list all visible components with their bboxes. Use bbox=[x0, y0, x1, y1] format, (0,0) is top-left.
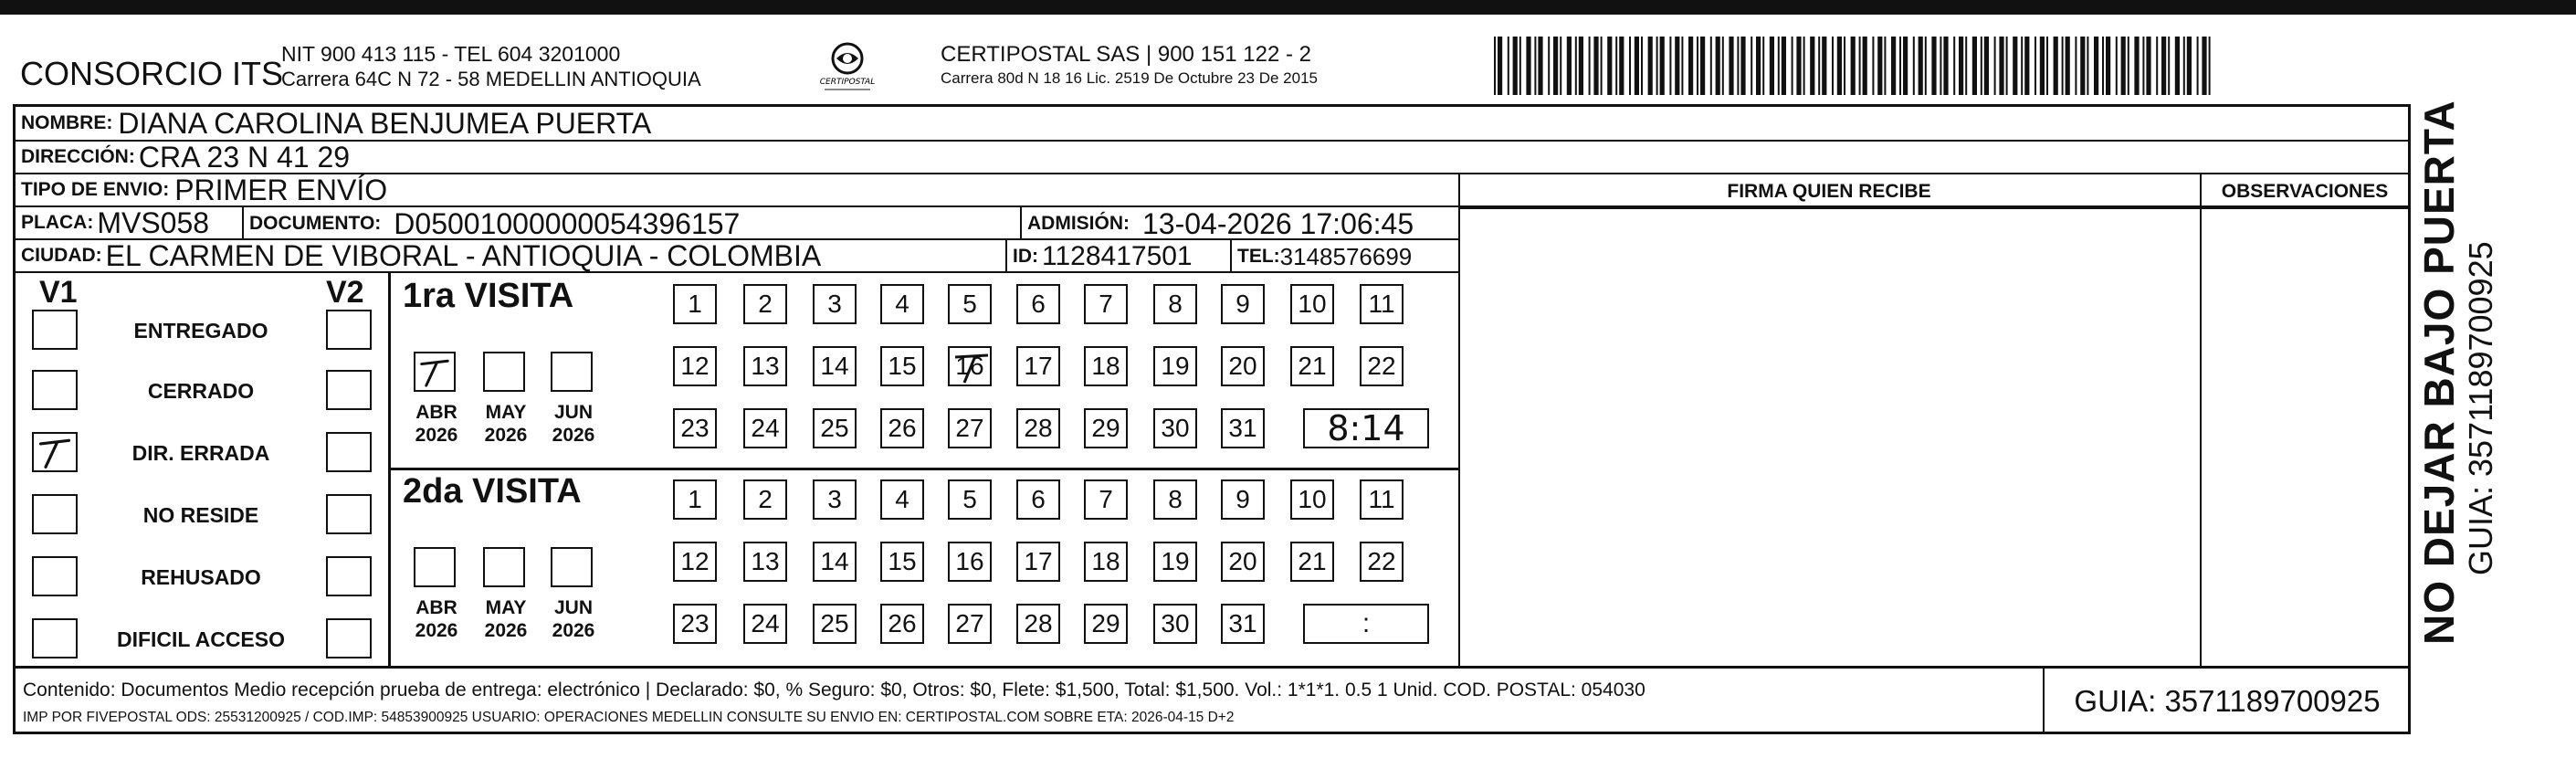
status-option-label: DIR. ERRADA bbox=[131, 441, 270, 465]
barcode-bar bbox=[1593, 37, 1598, 95]
day-box[interactable]: 7 bbox=[1084, 284, 1128, 324]
barcode-bar bbox=[1697, 37, 1698, 95]
v1-checkbox[interactable] bbox=[32, 494, 78, 534]
placa-value: MVS058 bbox=[97, 205, 210, 239]
tipo-label: TIPO DE ENVIO: bbox=[21, 179, 170, 200]
day-box[interactable]: 23 bbox=[673, 408, 717, 448]
day-box[interactable]: 26 bbox=[880, 604, 924, 644]
day-box[interactable]: 10 bbox=[1290, 284, 1334, 324]
barcode-bar bbox=[1891, 37, 1896, 95]
day-box[interactable]: 17 bbox=[1016, 346, 1060, 386]
barcode-bar bbox=[2080, 37, 2085, 95]
barcode-bar bbox=[1681, 37, 1683, 95]
day-box[interactable]: 7 bbox=[1084, 479, 1128, 520]
barcode-bar bbox=[2134, 37, 2139, 95]
barcode-bar bbox=[2175, 37, 2180, 95]
month-checkbox[interactable] bbox=[551, 352, 593, 392]
barcode-bar bbox=[1534, 37, 1536, 95]
barcode-bar bbox=[1567, 37, 1572, 95]
barcode-bar bbox=[1669, 37, 1671, 95]
barcode-bar bbox=[1648, 37, 1653, 95]
barcode-bar bbox=[1965, 37, 1967, 95]
day-box[interactable]: 19 bbox=[1153, 346, 1197, 386]
barcode-bar bbox=[1792, 37, 1793, 95]
day-box[interactable]: 29 bbox=[1084, 408, 1128, 448]
barcode-bar bbox=[2128, 37, 2129, 95]
footer-guia: GUIA: 3571189700925 bbox=[2074, 684, 2381, 718]
documento-value: D05001000000054396157 bbox=[394, 207, 741, 240]
barcode-bar bbox=[2161, 37, 2166, 95]
day-box[interactable]: 18 bbox=[1084, 346, 1128, 386]
day-box[interactable]: 14 bbox=[813, 346, 857, 386]
month-checkbox[interactable] bbox=[483, 352, 525, 392]
certipostal-logo bbox=[817, 38, 878, 93]
barcode-bar bbox=[1641, 37, 1643, 95]
firma-area[interactable] bbox=[1462, 211, 2196, 664]
day-box[interactable]: 11 bbox=[1360, 479, 1404, 520]
day-box[interactable]: 25 bbox=[813, 408, 857, 448]
day-box[interactable]: 1 bbox=[673, 284, 717, 324]
day-box[interactable]: 31 bbox=[1221, 604, 1265, 644]
header bbox=[0, 15, 2576, 104]
barcode-bar bbox=[2021, 37, 2023, 95]
v1-label: V1 bbox=[39, 275, 78, 310]
company-address: Carrera 64C N 72 - 58 MEDELLIN ANTIOQUIA bbox=[281, 68, 701, 90]
admision-label: ADMISIÓN: bbox=[1027, 213, 1130, 234]
carrier-address: Carrera 80d N 18 16 Lic. 2519 De Octubre 23 De 2015 bbox=[941, 69, 1318, 87]
barcode-bar bbox=[1579, 37, 1583, 95]
v2-checkbox[interactable] bbox=[326, 310, 372, 350]
placa-label: PLACA: bbox=[21, 212, 94, 233]
v2-checkbox[interactable] bbox=[326, 494, 372, 534]
barcode-bar bbox=[1984, 37, 1989, 95]
barcode-bar bbox=[1615, 37, 1617, 95]
barcode-bar bbox=[1619, 37, 1624, 95]
observaciones-area[interactable] bbox=[2203, 211, 2406, 664]
month-label: ABR 2026 bbox=[415, 597, 458, 641]
company-nit: NIT 900 413 115 - TEL 604 3201000 bbox=[281, 42, 621, 66]
barcode-bar bbox=[1737, 37, 1739, 95]
v2-checkbox[interactable] bbox=[326, 370, 372, 410]
barcode bbox=[1494, 37, 2220, 95]
v1-checkbox[interactable] bbox=[32, 556, 78, 596]
firma-label: FIRMA QUIEN RECIBE bbox=[1727, 181, 1931, 202]
footer-contenido: Contenido: Documentos Medio recepción prueba de entrega: electrónico | Declarado: $0, % Seguro: $0, Otros: $0, Flete: $1,500, Total: $1,500. Vol.: 1*1*1. 0.5 1 Unid. COD. POSTAL: 054030 bbox=[23, 679, 1645, 701]
barcode-bar bbox=[1770, 37, 1774, 95]
day-box[interactable]: 12 bbox=[673, 542, 717, 582]
barcode-bar bbox=[1981, 37, 1982, 95]
barcode-bar bbox=[1762, 37, 1764, 95]
v1-checkbox[interactable] bbox=[32, 432, 78, 472]
day-box[interactable]: 19 bbox=[1153, 542, 1197, 582]
side-warning: NO DEJAR BAJO PUERTA bbox=[2415, 100, 2463, 645]
tipo-value: PRIMER ENVÍO bbox=[174, 173, 388, 206]
day-box[interactable]: 27 bbox=[948, 408, 992, 448]
barcode-bar bbox=[2087, 37, 2088, 95]
footer-impresion: IMP POR FIVEPOSTAL ODS: 25531200925 / COD.IMP: 54853900925 USUARIO: OPERACIONES MEDELLIN CONSULTE SU ENVIO EN: CERTIPOSTAL.COM SOBRE ETA: 2026-04-15 D+2 bbox=[23, 710, 1235, 725]
visit-title: 1ra VISITA bbox=[403, 277, 574, 315]
barcode-bar bbox=[1756, 37, 1761, 95]
day-box[interactable]: 18 bbox=[1084, 542, 1128, 582]
barcode-bar bbox=[1710, 37, 1712, 95]
day-box[interactable]: 21 bbox=[1290, 542, 1334, 582]
day-box[interactable]: 3 bbox=[813, 479, 857, 520]
barcode-bar bbox=[1919, 37, 1923, 95]
ciudad-label: CIUDAD: bbox=[21, 245, 102, 266]
day-box[interactable]: 25 bbox=[813, 604, 857, 644]
barcode-bar bbox=[2156, 37, 2158, 95]
day-box[interactable]: 9 bbox=[1221, 479, 1265, 520]
barcode-bar bbox=[1700, 37, 1705, 95]
barcode-bar bbox=[1635, 37, 1639, 95]
barcode-bar bbox=[2013, 37, 2017, 95]
day-box[interactable]: 15 bbox=[880, 542, 924, 582]
day-box[interactable]: 14 bbox=[813, 542, 857, 582]
day-box[interactable]: 15 bbox=[880, 346, 924, 386]
day-box[interactable]: 5 bbox=[948, 284, 992, 324]
barcode-bar bbox=[1972, 37, 1977, 95]
month-checkbox[interactable] bbox=[551, 547, 593, 587]
tel-field bbox=[1237, 240, 1412, 273]
barcode-bar bbox=[2094, 37, 2098, 95]
day-box[interactable]: 13 bbox=[743, 346, 787, 386]
barcode-bar bbox=[1508, 37, 1509, 95]
direccion-value: CRA 23 N 41 29 bbox=[138, 140, 351, 174]
v2-checkbox[interactable] bbox=[326, 556, 372, 596]
barcode-bar bbox=[1851, 37, 1856, 95]
day-box[interactable]: 27 bbox=[948, 604, 992, 644]
barcode-bar bbox=[1519, 37, 1521, 95]
status-option-label: REHUSADO bbox=[141, 565, 261, 589]
barcode-bar bbox=[1884, 37, 1886, 95]
observaciones-label: OBSERVACIONES bbox=[2221, 181, 2389, 202]
admision-field bbox=[1027, 207, 1414, 240]
day-box[interactable]: 16 bbox=[948, 542, 992, 582]
day-box[interactable]: 26 bbox=[880, 408, 924, 448]
barcode-bar bbox=[2116, 37, 2118, 95]
barcode-bar bbox=[1859, 37, 1861, 95]
barcode-bar bbox=[1716, 37, 1720, 95]
barcode-bar bbox=[2183, 37, 2185, 95]
day-box[interactable]: 13 bbox=[743, 542, 787, 582]
barcode-bar bbox=[1940, 37, 1941, 95]
v2-label: V2 bbox=[326, 275, 364, 310]
barcode-bar bbox=[2168, 37, 2170, 95]
day-box[interactable]: 9 bbox=[1221, 284, 1265, 324]
barcode-bar bbox=[1844, 37, 1845, 95]
barcode-bar bbox=[1553, 37, 1558, 95]
admision-value: 13-04-2026 17:06:45 bbox=[1142, 207, 1414, 240]
day-box[interactable]: 22 bbox=[1360, 542, 1404, 582]
v1-checkbox[interactable] bbox=[32, 370, 78, 410]
time-box[interactable]: : bbox=[1303, 604, 1429, 644]
barcode-bar bbox=[1863, 37, 1867, 95]
day-box[interactable]: 22 bbox=[1360, 346, 1404, 386]
ciudad-value: EL CARMEN DE VIBORAL - ANTIOQUIA - COLOMBIA bbox=[105, 238, 822, 272]
barcode-bar bbox=[2121, 37, 2126, 95]
day-box[interactable]: 6 bbox=[1016, 284, 1060, 324]
barcode-bar bbox=[1560, 37, 1561, 95]
barcode-bar bbox=[1601, 37, 1603, 95]
day-box[interactable]: 30 bbox=[1153, 408, 1197, 448]
check-mark-icon bbox=[34, 434, 76, 470]
barcode-bar bbox=[1837, 37, 1842, 95]
status-option-label: NO RESIDE bbox=[142, 503, 259, 527]
v2-checkbox[interactable] bbox=[326, 618, 372, 658]
barcode-bar bbox=[1877, 37, 1882, 95]
day-box[interactable]: 6 bbox=[1016, 479, 1060, 520]
barcode-bar bbox=[1953, 37, 1955, 95]
day-box[interactable]: 8 bbox=[1153, 479, 1197, 520]
day-box[interactable]: 20 bbox=[1221, 346, 1265, 386]
barcode-bar bbox=[1740, 37, 1745, 95]
day-box[interactable]: 16 bbox=[948, 346, 992, 386]
month-label: MAY 2026 bbox=[484, 402, 528, 446]
barcode-bar bbox=[2142, 37, 2144, 95]
barcode-bar bbox=[1872, 37, 1874, 95]
barcode-bar bbox=[1675, 37, 1679, 95]
status-option-label: DIFICIL ACCESO bbox=[116, 627, 285, 651]
barcode-bar bbox=[1607, 37, 1612, 95]
barcode-bar bbox=[1656, 37, 1658, 95]
day-box[interactable]: 4 bbox=[880, 479, 924, 520]
check-mark-icon bbox=[415, 353, 454, 390]
barcode-bar bbox=[1513, 37, 1518, 95]
id-label: ID: bbox=[1013, 246, 1038, 267]
barcode-bar bbox=[1818, 37, 1820, 95]
day-box[interactable]: 30 bbox=[1153, 604, 1197, 644]
barcode-bar bbox=[1660, 37, 1665, 95]
delivery-form bbox=[13, 104, 2411, 734]
tel-value: 3148576699 bbox=[1279, 242, 1413, 270]
day-box[interactable]: 1 bbox=[673, 479, 717, 520]
carrier-name: CERTIPOSTAL SAS | 900 151 122 - 2 bbox=[941, 42, 1311, 67]
barcode-bar bbox=[2066, 37, 2070, 95]
day-box[interactable]: 5 bbox=[948, 479, 992, 520]
barcode-bar bbox=[2197, 37, 2199, 95]
v1-checkbox[interactable] bbox=[32, 310, 78, 350]
day-box[interactable]: 21 bbox=[1290, 346, 1334, 386]
barcode-bar bbox=[2202, 37, 2206, 95]
v1-checkbox[interactable] bbox=[32, 618, 78, 658]
barcode-bar bbox=[1810, 37, 1814, 95]
day-box[interactable]: 24 bbox=[743, 408, 787, 448]
documento-field bbox=[249, 207, 740, 240]
visit-title: 2da VISITA bbox=[403, 472, 582, 511]
barcode-bar bbox=[2024, 37, 2029, 95]
barcode-bar bbox=[1931, 37, 1936, 95]
barcode-bar bbox=[1803, 37, 1805, 95]
barcode-bar bbox=[1494, 37, 1496, 95]
barcode-bar bbox=[2054, 37, 2058, 95]
day-box[interactable]: 24 bbox=[743, 604, 787, 644]
id-field bbox=[1013, 240, 1193, 273]
day-box[interactable]: 2 bbox=[743, 479, 787, 520]
id-value: 1128417501 bbox=[1042, 241, 1193, 271]
barcode-bar bbox=[1832, 37, 1834, 95]
barcode-bar bbox=[2209, 37, 2211, 95]
barcode-bar bbox=[1722, 37, 1724, 95]
barcode-bar bbox=[1943, 37, 1948, 95]
v2-checkbox[interactable] bbox=[326, 432, 372, 472]
barcode-bar bbox=[2187, 37, 2192, 95]
nombre-value: DIANA CAROLINA BENJUMEA PUERTA bbox=[118, 106, 652, 140]
row-nombre bbox=[16, 107, 2408, 142]
barcode-bar bbox=[1999, 37, 2003, 95]
barcode-bar bbox=[1498, 37, 1502, 95]
barcode-bar bbox=[1526, 37, 1530, 95]
barcode-bar bbox=[1629, 37, 1631, 95]
day-box[interactable]: 29 bbox=[1084, 604, 1128, 644]
barcode-bar bbox=[1548, 37, 1550, 95]
barcode-bar bbox=[1822, 37, 1826, 95]
barcode-bar bbox=[1899, 37, 1901, 95]
month-label: JUN 2026 bbox=[552, 597, 595, 641]
month-label: MAY 2026 bbox=[484, 597, 528, 641]
barcode-bar bbox=[2040, 37, 2045, 95]
barcode-bar bbox=[1925, 37, 1927, 95]
direccion-label: DIRECCIÓN: bbox=[21, 146, 135, 167]
barcode-bar bbox=[2106, 37, 2110, 95]
barcode-bar bbox=[1778, 37, 1780, 95]
barcode-bar bbox=[2062, 37, 2064, 95]
side-guia: GUIA: 3571189700925 bbox=[2462, 241, 2499, 575]
barcode-bar bbox=[2146, 37, 2150, 95]
nombre-label: NOMBRE: bbox=[21, 112, 113, 133]
barcode-bar bbox=[1575, 37, 1577, 95]
day-box[interactable]: 8 bbox=[1153, 284, 1197, 324]
barcode-bar bbox=[1959, 37, 1963, 95]
month-checkbox[interactable] bbox=[414, 547, 456, 587]
barcode-bar bbox=[2102, 37, 2104, 95]
day-box[interactable]: 23 bbox=[673, 604, 717, 644]
day-box[interactable]: 3 bbox=[813, 284, 857, 324]
barcode-bar bbox=[1903, 37, 1908, 95]
day-box[interactable]: 17 bbox=[1016, 542, 1060, 582]
day-box[interactable]: 28 bbox=[1016, 408, 1060, 448]
logo-caption: CERTIPOSTAL bbox=[819, 78, 876, 87]
day-box[interactable]: 31 bbox=[1221, 408, 1265, 448]
barcode-bar bbox=[1913, 37, 1915, 95]
day-box[interactable]: 12 bbox=[673, 346, 717, 386]
time-box[interactable]: 8:14 bbox=[1303, 408, 1429, 448]
barcode-bar bbox=[2035, 37, 2036, 95]
day-box[interactable]: 10 bbox=[1290, 479, 1334, 520]
barcode-bar bbox=[1796, 37, 1801, 95]
company-name: CONSORCIO ITS bbox=[20, 55, 284, 92]
day-box[interactable]: 2 bbox=[743, 284, 787, 324]
barcode-bar bbox=[1994, 37, 1996, 95]
month-checkbox[interactable] bbox=[414, 352, 456, 392]
barcode-bar bbox=[1538, 37, 1542, 95]
barcode-bar bbox=[1729, 37, 1733, 95]
barcode-bar bbox=[1751, 37, 1752, 95]
barcode-bar bbox=[1782, 37, 1786, 95]
barcode-bar bbox=[2075, 37, 2077, 95]
barcode-bar bbox=[1589, 37, 1591, 95]
barcode-bar bbox=[1688, 37, 1693, 95]
tel-label: TEL: bbox=[1237, 246, 1280, 267]
day-box[interactable]: 4 bbox=[880, 284, 924, 324]
day-mark-icon bbox=[950, 348, 994, 388]
day-box[interactable]: 11 bbox=[1360, 284, 1404, 324]
status-option-label: ENTREGADO bbox=[133, 319, 268, 342]
month-label: JUN 2026 bbox=[552, 402, 595, 446]
day-box[interactable]: 20 bbox=[1221, 542, 1265, 582]
day-box[interactable]: 28 bbox=[1016, 604, 1060, 644]
documento-label: DOCUMENTO: bbox=[249, 213, 382, 234]
barcode-bar bbox=[2006, 37, 2008, 95]
month-checkbox[interactable] bbox=[483, 547, 525, 587]
top-border bbox=[0, 0, 2576, 15]
barcode-bar bbox=[2046, 37, 2048, 95]
status-option-label: CERRADO bbox=[147, 379, 255, 403]
row-direccion bbox=[16, 142, 2408, 174]
month-label: ABR 2026 bbox=[415, 402, 458, 446]
